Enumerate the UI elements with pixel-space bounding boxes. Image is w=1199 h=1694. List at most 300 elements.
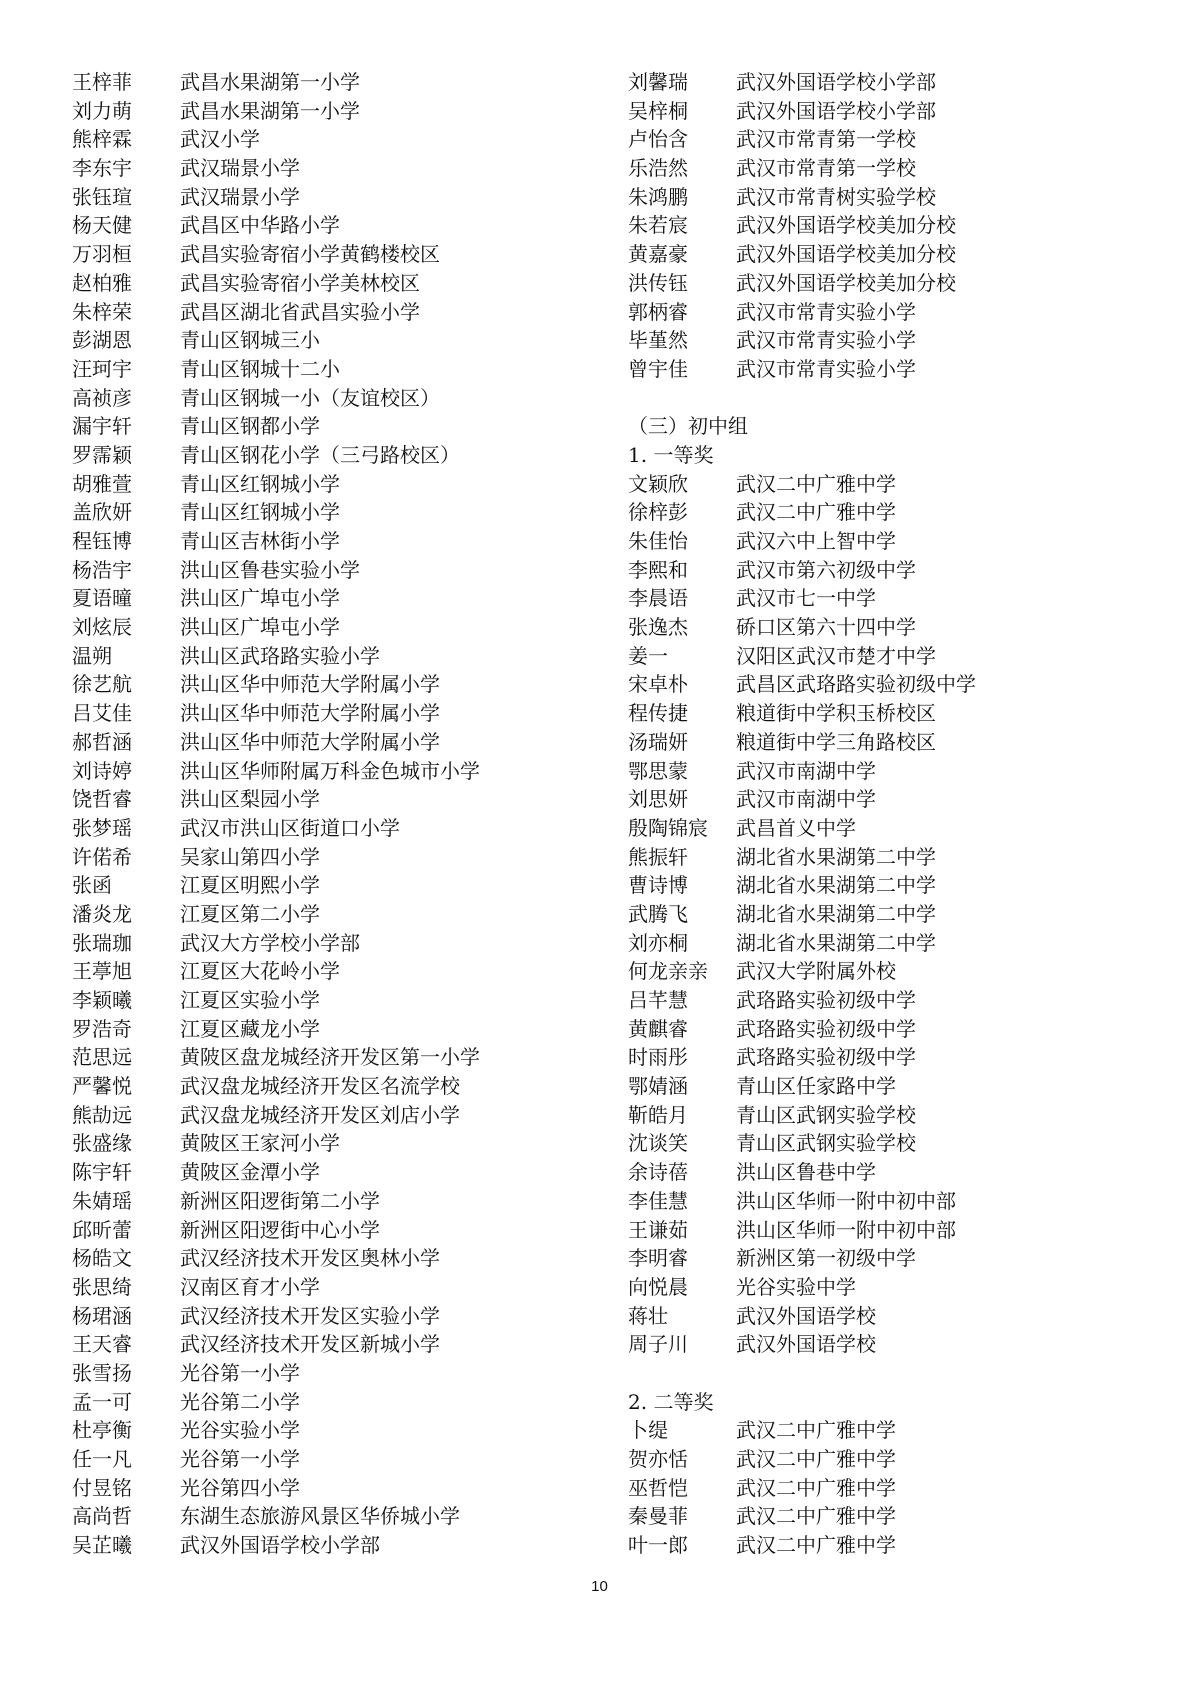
student-name: 刘力萌: [72, 98, 132, 123]
list-item: [628, 1158, 1168, 1187]
list-item: [72, 269, 592, 298]
student-name: 文颖欣: [628, 471, 688, 496]
list-item: [628, 957, 1168, 986]
school-name: 汉阳区武汉市楚才中学: [736, 643, 936, 668]
school-name: 光谷实验小学: [180, 1418, 300, 1443]
school-name: 黄陂区盘龙城经济开发区第一小学: [180, 1045, 480, 1070]
list-item: [72, 871, 592, 900]
student-name: 张梦瑶: [72, 815, 132, 840]
student-name: 漏宇轩: [72, 414, 132, 439]
school-name: 青山区钢都小学: [180, 414, 320, 439]
student-name: 刘思妍: [628, 787, 688, 812]
student-name: 向悦晨: [628, 1274, 688, 1299]
student-name: 汪珂宇: [72, 356, 132, 381]
list-item: [72, 613, 592, 642]
list-item: [628, 1531, 1168, 1560]
student-name: 鄂思蒙: [628, 758, 688, 783]
school-name: 江夏区明熙小学: [180, 873, 320, 898]
student-name: 徐梓彭: [628, 500, 688, 525]
student-name: 夏语曈: [72, 586, 132, 611]
school-name: 江夏区藏龙小学: [180, 1016, 320, 1041]
list-item: [72, 929, 592, 958]
school-name: 武汉二中广雅中学: [736, 1447, 896, 1471]
left-column: [72, 68, 592, 1560]
second-prize-title: 2. 二等奖: [628, 1389, 714, 1414]
list-item: [628, 1302, 1168, 1331]
school-name: 光谷实验中学: [736, 1274, 856, 1299]
student-name: 李东宇: [72, 156, 132, 181]
school-name: 武昌区武珞路实验初级中学: [736, 672, 976, 697]
list-item: [628, 843, 1168, 872]
list-item: [628, 1474, 1168, 1503]
student-name: 高祯彦: [72, 385, 132, 410]
school-name: 武汉市常青实验小学: [736, 328, 916, 353]
school-name: 武珞路实验初级中学: [736, 988, 916, 1012]
student-name: 任一凡: [72, 1447, 132, 1471]
school-name: 武汉经济技术开发区新城小学: [180, 1332, 440, 1357]
school-name: 武汉市南湖中学: [736, 758, 876, 783]
school-name: 青山区武钢实验学校: [736, 1131, 916, 1156]
list-item: [72, 1015, 592, 1044]
list-item: [72, 957, 592, 986]
student-name: 熊劼远: [72, 1102, 132, 1127]
school-name: 江夏区第二小学: [180, 901, 320, 926]
list-item: [72, 1158, 592, 1187]
school-name: 武汉外国语学校美加分校: [736, 270, 956, 295]
student-name: 熊振轩: [628, 844, 688, 869]
student-name: 曾宇佳: [628, 356, 688, 381]
list-item: [72, 1531, 592, 1560]
list-item: [72, 642, 592, 671]
student-name: 何龙亲亲: [628, 959, 708, 984]
list-item: [628, 326, 1168, 355]
student-name: 王梓菲: [72, 70, 132, 94]
list-item: [628, 1015, 1168, 1044]
list-item: [72, 1072, 592, 1101]
student-name: 时雨彤: [628, 1045, 688, 1070]
list-item: [628, 900, 1168, 929]
student-name: 杨珺涵: [72, 1303, 132, 1328]
list-item: [628, 498, 1168, 527]
student-name: 罗浩奇: [72, 1016, 132, 1041]
school-name: 武昌实验寄宿小学美林校区: [180, 270, 420, 295]
list-item: [628, 1445, 1168, 1474]
student-name: 孟一可: [72, 1389, 132, 1414]
list-item: [72, 1445, 592, 1474]
student-name: 杨浩宇: [72, 557, 132, 582]
list-item: [628, 584, 1168, 613]
list-item: [72, 154, 592, 183]
student-name: 余诗蓓: [628, 1160, 688, 1185]
school-name: 武汉瑞景小学: [180, 156, 300, 181]
student-name: 胡雅萱: [72, 471, 132, 496]
school-name: 武汉市常青实验小学: [736, 356, 916, 381]
student-name: 李熙和: [628, 557, 688, 582]
list-item: [628, 757, 1168, 786]
student-name: 秦曼菲: [628, 1504, 688, 1529]
list-item: [628, 1101, 1168, 1130]
first-prize-title: 1. 一等奖: [628, 442, 714, 467]
student-name: 叶一郎: [628, 1533, 688, 1558]
student-name: 彭湖恩: [72, 328, 132, 353]
school-name: 洪山区华中师范大学附属小学: [180, 672, 440, 697]
school-name: 洪山区华中师范大学附属小学: [180, 729, 440, 754]
student-name: 姜一: [628, 643, 668, 668]
student-name: 杨皓文: [72, 1246, 132, 1271]
student-name: 许偌希: [72, 844, 132, 869]
student-name: 李佳慧: [628, 1188, 688, 1213]
school-name: 吴家山第四小学: [180, 844, 320, 869]
list-item: [628, 670, 1168, 699]
student-name: 高尚哲: [72, 1504, 132, 1529]
student-name: 卜缇: [628, 1418, 668, 1443]
school-name: 东湖生态旅游风景区华侨城小学: [180, 1504, 460, 1529]
list-item: [72, 326, 592, 355]
list-item: [628, 1129, 1168, 1158]
list-item: [72, 699, 592, 728]
school-name: 洪山区广埠屯小学: [180, 615, 340, 640]
student-name: 程传捷: [628, 701, 688, 726]
list-item: [72, 240, 592, 269]
student-name: 朱婧瑶: [72, 1188, 132, 1213]
school-name: 武昌水果湖第一小学: [180, 98, 360, 123]
school-name: 武汉市常青树实验学校: [736, 184, 936, 209]
school-name: 洪山区梨园小学: [180, 787, 320, 812]
list-item: [628, 699, 1168, 728]
school-name: 青山区红钢城小学: [180, 500, 340, 525]
student-name: 巫哲恺: [628, 1475, 688, 1500]
student-name: 杨天健: [72, 213, 132, 238]
spacer: [628, 384, 1168, 413]
school-name: 武汉市七一中学: [736, 586, 876, 611]
school-name: 武汉二中广雅中学: [736, 1533, 896, 1558]
list-item: [628, 785, 1168, 814]
school-name: 武汉小学: [180, 127, 260, 152]
section-title: （三）初中组: [628, 414, 748, 439]
list-item: [72, 814, 592, 843]
list-item: [72, 211, 592, 240]
school-name: 武汉盘龙城经济开发区名流学校: [180, 1074, 460, 1099]
school-name: 洪山区华中师范大学附属小学: [180, 701, 440, 726]
school-name: 武汉市南湖中学: [736, 787, 876, 812]
student-name: 杜亭衡: [72, 1418, 132, 1443]
student-name: 黄嘉豪: [628, 242, 688, 267]
school-name: 湖北省水果湖第二中学: [736, 873, 936, 898]
list-item: [72, 1474, 592, 1503]
list-item: [628, 1502, 1168, 1531]
list-item: [72, 441, 592, 470]
student-name: 郝哲涵: [72, 729, 132, 754]
school-name: 武昌首义中学: [736, 815, 856, 840]
school-name: 武汉二中广雅中学: [736, 471, 896, 496]
spacer: [628, 1359, 1168, 1388]
student-name: 靳皓月: [628, 1102, 688, 1127]
school-name: 武汉市常青第一学校: [736, 156, 916, 181]
school-name: 江夏区大花岭小学: [180, 959, 340, 984]
student-name: 吕芊慧: [628, 988, 688, 1012]
list-item: [628, 986, 1168, 1015]
list-item: [72, 1129, 592, 1158]
list-item: [628, 355, 1168, 384]
student-name: 张思绮: [72, 1274, 132, 1299]
school-name: 武汉二中广雅中学: [736, 1475, 896, 1500]
right-column: [628, 68, 1168, 1560]
student-name: 李明睿: [628, 1246, 688, 1271]
school-name: 新洲区阳逻街第二小学: [180, 1188, 380, 1213]
list-item: [628, 1244, 1168, 1273]
student-name: 张函: [72, 873, 112, 898]
student-name: 殷陶锦宸: [628, 815, 708, 840]
list-item: [72, 670, 592, 699]
student-name: 赵柏雅: [72, 270, 132, 295]
student-name: 曹诗博: [628, 873, 688, 898]
school-name: 洪山区华师附属万科金色城市小学: [180, 758, 480, 783]
list-item: [628, 1416, 1168, 1445]
list-item: [72, 556, 592, 585]
school-name: 汉南区育才小学: [180, 1274, 320, 1299]
student-name: 郭柄睿: [628, 299, 688, 324]
student-name: 张盛缘: [72, 1131, 132, 1156]
list-item: [628, 1187, 1168, 1216]
school-name: 湖北省水果湖第二中学: [736, 844, 936, 869]
student-name: 张逸杰: [628, 615, 688, 640]
student-name: 饶哲睿: [72, 787, 132, 812]
school-name: 武汉外国语学校小学部: [736, 98, 936, 123]
list-item: [72, 785, 592, 814]
list-item: [628, 154, 1168, 183]
list-item: [72, 1244, 592, 1273]
list-item: [628, 298, 1168, 327]
student-name: 罗霈颖: [72, 442, 132, 467]
list-item: [628, 211, 1168, 240]
student-name: 朱佳怡: [628, 529, 688, 553]
student-name: 贺亦恬: [628, 1447, 688, 1471]
student-name: 李颖曦: [72, 988, 132, 1012]
school-name: 武汉市第六初级中学: [736, 557, 916, 582]
student-name: 朱梓荣: [72, 299, 132, 324]
list-item: [72, 97, 592, 126]
student-name: 温朔: [72, 643, 112, 668]
list-item: [72, 527, 592, 556]
student-name: 武腾飞: [628, 901, 688, 926]
list-item: [628, 97, 1168, 126]
list-item: [628, 1330, 1168, 1359]
student-name: 盖欣妍: [72, 500, 132, 525]
student-name: 沈谈笑: [628, 1131, 688, 1156]
school-name: 武汉盘龙城经济开发区刘店小学: [180, 1102, 460, 1127]
school-name: 武汉外国语学校: [736, 1332, 876, 1357]
student-name: 汤瑞妍: [628, 729, 688, 754]
list-item: [628, 527, 1168, 556]
student-name: 刘炫辰: [72, 615, 132, 640]
list-item: [72, 1187, 592, 1216]
list-item: [628, 1216, 1168, 1245]
school-name: 青山区武钢实验学校: [736, 1102, 916, 1127]
list-item: [72, 1359, 592, 1388]
list-item: [72, 1502, 592, 1531]
list-item: [628, 929, 1168, 958]
list-item: [628, 1072, 1168, 1101]
list-item: [628, 728, 1168, 757]
page-number: 10: [591, 1578, 608, 1595]
student-name: 张瑞珈: [72, 930, 132, 955]
student-name: 李晨语: [628, 586, 688, 611]
school-name: 武汉瑞景小学: [180, 184, 300, 209]
student-name: 严馨悦: [72, 1074, 132, 1099]
list-item: [628, 125, 1168, 154]
list-item: [72, 412, 592, 441]
student-name: 刘馨瑞: [628, 70, 688, 94]
school-name: 武汉经济技术开发区实验小学: [180, 1303, 440, 1328]
list-item: [72, 384, 592, 413]
list-item: [72, 125, 592, 154]
school-name: 武昌区湖北省武昌实验小学: [180, 299, 420, 324]
school-name: 武昌水果湖第一小学: [180, 70, 360, 94]
student-name: 潘炎龙: [72, 901, 132, 926]
list-item: [72, 757, 592, 786]
school-name: 江夏区实验小学: [180, 988, 320, 1012]
school-name: 武珞路实验初级中学: [736, 1045, 916, 1070]
student-name: 程钰博: [72, 529, 132, 553]
student-name: 吴芷曦: [72, 1533, 132, 1558]
list-item: [72, 1216, 592, 1245]
list-item: [72, 298, 592, 327]
student-name: 鄂婧涵: [628, 1074, 688, 1099]
school-name: 洪山区鲁巷中学: [736, 1160, 876, 1185]
student-name: 万羽桓: [72, 242, 132, 267]
student-name: 周子川: [628, 1332, 688, 1357]
student-name: 吕艾佳: [72, 701, 132, 726]
school-name: 湖北省水果湖第二中学: [736, 930, 936, 955]
list-item: [72, 1416, 592, 1445]
school-name: 武汉大方学校小学部: [180, 930, 360, 955]
school-name: 硚口区第六十四中学: [736, 615, 916, 640]
school-name: 青山区吉林街小学: [180, 529, 340, 553]
student-name: 刘亦桐: [628, 930, 688, 955]
student-name: 熊梓霖: [72, 127, 132, 152]
school-name: 武汉市常青实验小学: [736, 299, 916, 324]
student-name: 付昱铭: [72, 1475, 132, 1500]
school-name: 洪山区武珞路实验小学: [180, 643, 380, 668]
school-name: 武汉市洪山区街道口小学: [180, 815, 400, 840]
school-name: 武汉二中广雅中学: [736, 1504, 896, 1529]
school-name: 武汉外国语学校小学部: [736, 70, 936, 94]
list-item: [628, 556, 1168, 585]
student-name: 王谦茹: [628, 1217, 688, 1242]
school-name: 武汉外国语学校美加分校: [736, 213, 956, 238]
school-name: 黄陂区金潭小学: [180, 1160, 320, 1185]
list-item: [628, 814, 1168, 843]
list-item: [628, 1043, 1168, 1072]
list-item: [72, 1273, 592, 1302]
school-name: 武汉六中上智中学: [736, 529, 896, 553]
school-name: 光谷第二小学: [180, 1389, 300, 1414]
list-item: [72, 986, 592, 1015]
list-item: [72, 728, 592, 757]
right-top-list: [628, 68, 1168, 384]
school-name: 武汉外国语学校: [736, 1303, 876, 1328]
school-name: 青山区钢花小学（三弓路校区）: [180, 442, 460, 467]
list-item: [628, 68, 1168, 97]
list-item: [72, 1101, 592, 1130]
school-name: 洪山区广埠屯小学: [180, 586, 340, 611]
student-name: 张雪扬: [72, 1360, 132, 1385]
list-item: [72, 183, 592, 212]
school-name: 青山区任家路中学: [736, 1074, 896, 1099]
student-name: 徐艺航: [72, 672, 132, 697]
list-item: [72, 1330, 592, 1359]
student-name: 刘诗婷: [72, 758, 132, 783]
student-name: 张钰瑄: [72, 184, 132, 209]
student-name: 黄麒睿: [628, 1016, 688, 1041]
school-name: 武汉市常青第一学校: [736, 127, 916, 152]
student-name: 蒋壮: [628, 1303, 668, 1328]
list-item: [72, 1043, 592, 1072]
school-name: 黄陂区王家河小学: [180, 1131, 340, 1156]
student-name: 范思远: [72, 1045, 132, 1070]
school-name: 光谷第四小学: [180, 1475, 300, 1500]
list-item: [72, 584, 592, 613]
list-item: [72, 900, 592, 929]
list-item: [72, 68, 592, 97]
school-name: 光谷第一小学: [180, 1447, 300, 1471]
list-item: [628, 269, 1168, 298]
student-name: 邱昕蕾: [72, 1217, 132, 1242]
student-name: 吴梓桐: [628, 98, 688, 123]
school-name: 武昌实验寄宿小学黄鹤楼校区: [180, 242, 440, 267]
list-item: [72, 498, 592, 527]
school-name: 洪山区华师一附中初中部: [736, 1217, 956, 1242]
school-name: 武昌区中华路小学: [180, 213, 340, 238]
school-name: 青山区红钢城小学: [180, 471, 340, 496]
school-name: 光谷第一小学: [180, 1360, 300, 1385]
school-name: 新洲区阳逻街中心小学: [180, 1217, 380, 1242]
school-name: 青山区钢城十二小: [180, 356, 340, 381]
list-item: [72, 470, 592, 499]
school-name: 青山区钢城三小: [180, 328, 320, 353]
student-name: 洪传钰: [628, 270, 688, 295]
student-name: 卢怡含: [628, 127, 688, 152]
student-name: 陈宇轩: [72, 1160, 132, 1185]
school-name: 武汉外国语学校美加分校: [736, 242, 956, 267]
list-item: [628, 240, 1168, 269]
student-name: 王天睿: [72, 1332, 132, 1357]
list-item: [72, 355, 592, 384]
student-name: 朱若宸: [628, 213, 688, 238]
list-item: [628, 642, 1168, 671]
list-item: [72, 1388, 592, 1417]
list-item: [628, 613, 1168, 642]
list-item: [628, 871, 1168, 900]
school-name: 粮道街中学积玉桥校区: [736, 701, 936, 726]
student-name: 宋卓朴: [628, 672, 688, 697]
list-item: [628, 1273, 1168, 1302]
first-prize-list: [628, 470, 1168, 1359]
school-name: 武汉二中广雅中学: [736, 500, 896, 525]
school-name: 新洲区第一初级中学: [736, 1246, 916, 1271]
school-name: 武汉大学附属外校: [736, 959, 896, 984]
list-item: [628, 470, 1168, 499]
school-name: 武珞路实验初级中学: [736, 1016, 916, 1041]
student-name: 毕堇然: [628, 328, 688, 353]
school-name: 武汉经济技术开发区奥林小学: [180, 1246, 440, 1271]
list-item: [72, 843, 592, 872]
school-name: 武汉外国语学校小学部: [180, 1533, 380, 1558]
school-name: 湖北省水果湖第二中学: [736, 901, 936, 926]
second-prize-list: [628, 1416, 1168, 1559]
student-name: 乐浩然: [628, 156, 688, 181]
school-name: 洪山区华师一附中初中部: [736, 1188, 956, 1213]
